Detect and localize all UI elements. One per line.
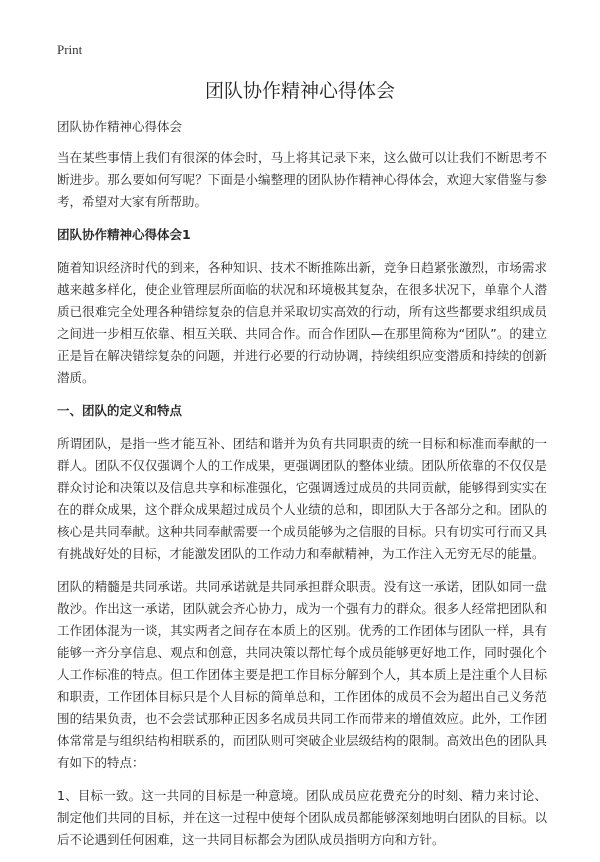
body-paragraph: 所谓团队，是指一些才能互补、团结和谐并为负有共同职责的统一目标和标准而奉献的一群人。团队不仅仅强调个人的工作成果，更强调团队的整体业绩。团队所依靠的不仅仅是群众讨论和决策以及信息共享和标准强化，它强调透过成员的共同贡献，能够得到实实在在的群众成果，这个群众成果超过成员个人业绩的总和，即团队大于各部分之和。团队的核心是共同奉献。这种共同奉献需要一个成员能够为之信服的目标。只有切实可行而又具有挑战好处的目标，才能激发团队的工作动力和奉献精神，为工作注入无穷无尽的能量。 [57, 436, 547, 561]
body-paragraph: 随着知识经济时代的到来，各种知识、技术不断推陈出新，竞争日趋紧张激烈，市场需求越来越多样化，使企业管理层所面临的状况和环境极其复杂，在很多状况下，单靠个人潜质已很难完全处理各种错综复杂的信息并采取切实高效的行动，所有这些都要求组织成员之间进一步相互依靠、相互关联、共同合作。而合作团队—在那里简称为“团队”。的建立正是旨在解决错综复杂的问题，并进行必要的行动协调，持续组织应变潜质和持续的创新潜质。 [57, 260, 547, 385]
section-heading: 团队协作精神心得体会1 [57, 227, 191, 242]
intro-paragraph: 当在某些事情上我们有很深的体会时，马上将其记录下来，这么做可以让我们不断思考不断进步。那么要如何写呢？下面是小编整理的团队协作精神心得体会，欢迎大家借鉴与参考，希望对大家有所帮助。 [57, 150, 547, 209]
section-heading: 一、团队的定义和特点 [57, 403, 183, 418]
document-title: 团队协作精神心得体会 [204, 80, 395, 102]
document-body [57, 116, 547, 862]
print-link[interactable]: Print [57, 42, 83, 57]
body-paragraph: 团队的精髓是共同承诺。共同承诺就是共同承担群众职责。没有这一承诺，团队如同一盘散沙。作出这一承诺，团队就会齐心协力，成为一个强有力的群众。很多人经常把团队和工作团体混为一谈，其实两者之间存在本质上的区别。优秀的工作团体与团队一样，具有能够一齐分享信息、观点和创意，共同决策以帮忙每个成员能够更好地工作，同时强化个人工作标准的特点。但工作团体主要是把工作目标分解到个人，其本质上是注重个人目标和职责，工作团体目标只是个人目标的简单总和，工作团体的成员不会为超出自己义务范围的结果负责，也不会尝试那种正因多名成员共同工作而带来的增值效应。此外，工作团体常常是与组织结构相联系的，而团队则可突破企业层级结构的限制。高效出色的团队具有如下的特点： [57, 579, 547, 770]
document-subtitle: 团队协作精神心得体会 [57, 119, 183, 134]
list-item: 1、目标一致。这一共同的目标是一种意境。团队成员应花费充分的时刻、精力来讨论、制定他们共同的目标，并在这一过程中使每个团队成员都能够深刻地明白团队的目标。以后不论遇到任何困难，这一共同目标都会为团队成员指明方向和方针。 [57, 788, 547, 847]
